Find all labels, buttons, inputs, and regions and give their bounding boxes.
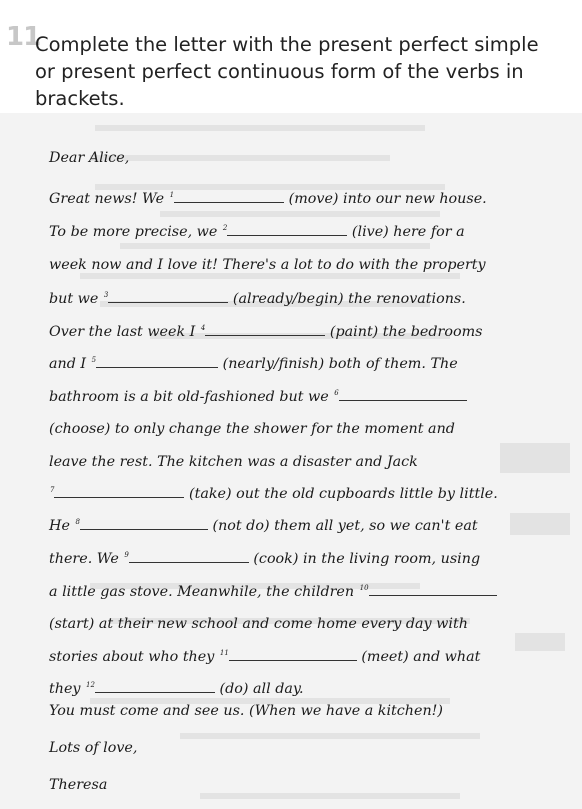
letter-line [49,550,480,567]
letter-line-text: week now and I love it! There's a lot to do with the property [49,257,486,273]
letter-text-before-gap: To be more precise, we [49,224,218,240]
letter-line [49,323,482,340]
letter-line [49,290,466,307]
letter-line-text: leave the rest. The kitchen was a disaster and Jack [49,454,418,470]
letter-line [49,517,478,534]
letter-line [49,454,418,470]
answer-blank[interactable] [205,323,325,336]
letter-text-before-gap: He [49,518,70,534]
letter-line [49,223,465,240]
letter-line [49,583,497,600]
letter-text-after-gap: (do) all day. [219,681,304,697]
letter-line [49,355,458,372]
letter-signature: Theresa [49,777,108,793]
letter-text-before-gap: Over the last week I [49,324,196,340]
letter-box [0,113,582,809]
letter-line [49,616,468,632]
letter-line [49,257,486,273]
gap-number: 5 [91,356,97,364]
letter-greeting: Dear Alice, [49,150,130,166]
letter-line [49,388,467,405]
answer-blank[interactable] [339,388,467,401]
letter-text-after-gap: (cook) in the living room, using [253,551,481,567]
answer-blank[interactable] [96,355,218,368]
letter-text-before-gap: there. We [49,551,119,567]
gap-number: 3 [103,291,109,299]
letter-text-after-gap: (meet) and what [361,649,481,665]
answer-blank[interactable] [80,517,208,530]
gap-number: 11 [219,649,229,657]
letter-line [49,485,498,502]
letter-line [49,421,455,437]
answer-blank[interactable] [227,223,347,236]
exercise-instruction: Complete the letter with the present perfect simple or present perfect continuous form of the verbs in brackets. [35,33,539,110]
gap-number: 12 [86,681,95,689]
letter-text-before-gap: and I [49,356,87,372]
gap-number: 6 [334,389,339,397]
gap-number: 10 [359,584,369,592]
gap-number: 1 [169,191,175,199]
exercise-number: 11 [6,22,41,52]
letter-text-after-gap: (not do) them all yet, so we can't eat [212,518,478,534]
letter-line-text: (choose) to only change the shower for the moment and [49,421,455,437]
letter-line-text: (start) at their new school and come home every day with [49,616,468,632]
letter-sign-off: Lots of love, [49,740,138,756]
gap-number: 9 [124,551,129,559]
letter-text-before-gap: bathroom is a bit old-fashioned but we [49,389,329,405]
letter-text-after-gap: (paint) the bedrooms [329,324,483,340]
answer-blank[interactable] [95,680,215,693]
letter-text-after-gap: (nearly/finish) both of them. The [222,356,458,372]
letter-text-before-gap: but we [49,291,99,307]
gap-number: 7 [50,486,55,494]
gap-number: 8 [75,518,80,526]
letter-text-before-gap: stories about who they [49,649,215,665]
letter-text-before-gap: a little gas stove. Meanwhile, the children [49,584,355,600]
answer-blank[interactable] [229,648,357,661]
answer-blank[interactable] [174,190,284,203]
letter-text-after-gap: (live) here for a [351,224,465,240]
letter-text-before-gap: Great news! We [49,191,165,207]
letter-text-after-gap: (already/begin) the renovations. [232,291,466,307]
gap-number: 2 [222,224,228,232]
answer-blank[interactable] [108,290,228,303]
gap-number: 4 [200,324,206,332]
answer-blank[interactable] [369,583,497,596]
letter-text-after-gap: (take) out the old cupboards little by little. [189,486,498,502]
letter-line [49,190,487,207]
letter-line [49,648,480,665]
letter-line [49,680,304,697]
letter-text-before-gap: they [49,681,81,697]
answer-blank[interactable] [129,550,249,563]
answer-blank[interactable] [54,485,184,498]
letter-text-after-gap: (move) into our new house. [288,191,487,207]
letter-closing-line: You must come and see us. (When we have a kitchen!) [49,703,443,719]
